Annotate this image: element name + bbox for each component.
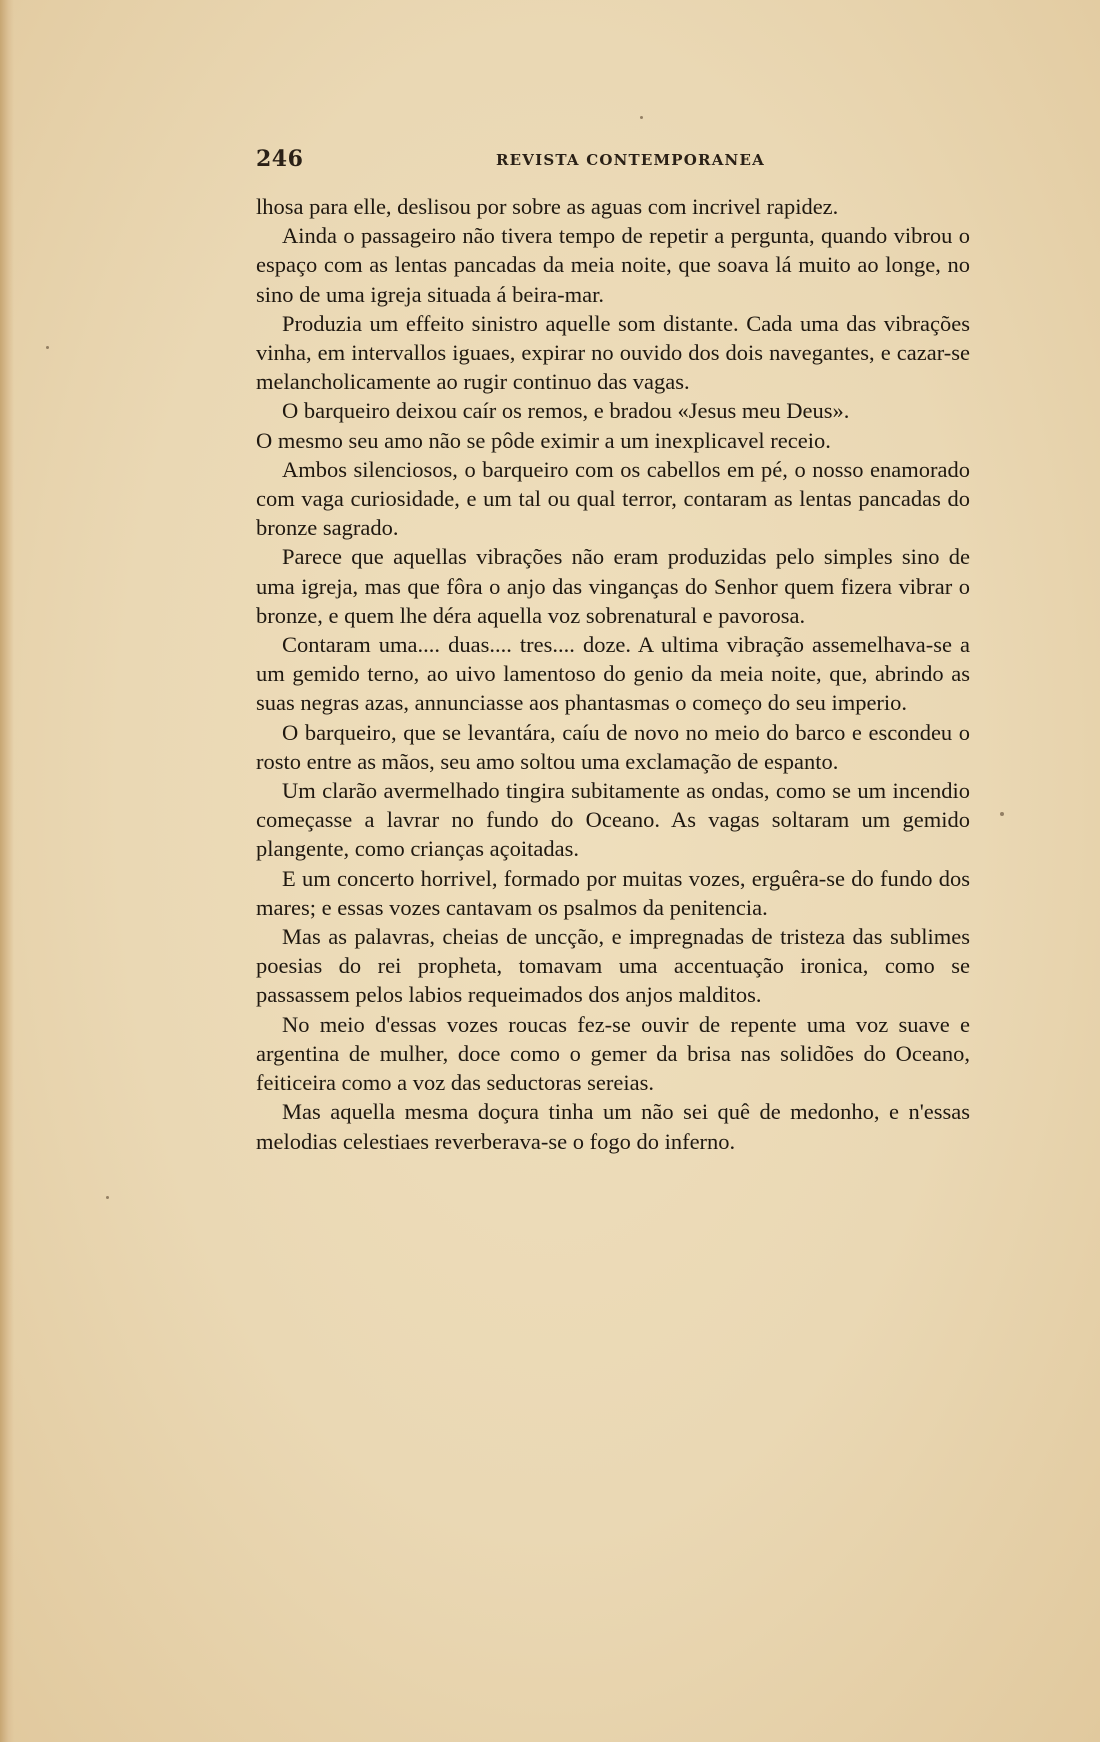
page-number: 246	[256, 146, 304, 172]
paragraph: lhosa para elle, deslisou por sobre as aguas com incrivel rapidez.	[256, 194, 839, 219]
body-text	[256, 192, 970, 1156]
paragraph: Mas as palavras, cheias de uncção, e impregnadas de tristeza das sublimes poesias do rei propheta, tomavam uma accentuação ironica, como se passassem pelos labios requeimados dos anjos malditos.	[256, 924, 970, 1008]
paragraph: Ainda o passageiro não tivera tempo de repetir a pergunta, quando vibrou o espaço com as lentas pancadas da meia noite, que soava lá muito ao longe, no sino de uma igreja situada á beira-mar.	[256, 223, 970, 307]
ink-speck	[1000, 812, 1004, 816]
paragraph: Um clarão avermelhado tingira subitamente as ondas, como se um incendio começasse a lavrar no fundo do Oceano. As vagas soltaram um gemido plangente, como crianças açoitadas.	[256, 778, 970, 862]
paragraph: No meio d'essas vozes roucas fez-se ouvir de repente uma voz suave e argentina de mulher, doce como o gemer da brisa nas solidões do Oceano, feiticeira como a voz das seductoras sereias.	[256, 1011, 970, 1096]
ink-speck	[640, 116, 643, 119]
paragraph: Ambos silenciosos, o barqueiro com os cabellos em pé, o nosso enamorado com vaga curiosidade, e um tal ou qual terror, contaram as lentas pancadas do bronze sagrado.	[256, 456, 970, 541]
ink-speck	[46, 346, 49, 349]
paragraph: Contaram uma.... duas.... tres.... doze. A ultima vibração assemelhava-se a um gemido terno, ao uivo lamentoso do genio da meia noite, que, abrindo as suas negras azas, annunciasse aos phantasmas o começo do seu imperio.	[256, 632, 970, 716]
paragraph: O barqueiro, que se levantára, caíu de novo no meio do barco e escondeu o rosto entre as mãos, seu amo soltou uma exclamação de espanto.	[256, 719, 970, 774]
paragraph: Mas aquella mesma doçura tinha um não sei quê de medonho, e n'essas melodias celestiaes reverberava-se o fogo do inferno.	[256, 1099, 970, 1154]
paragraph: O mesmo seu amo não se pôde eximir a um inexplicavel receio.	[256, 427, 831, 453]
running-title: REVISTA CONTEMPORANEA	[496, 151, 765, 169]
paragraph: E um concerto horrivel, formado por muitas vozes, erguêra-se do fundo dos mares; e essas vozes cantavam os psalmos da penitencia.	[256, 865, 970, 920]
paragraph: O barqueiro deixou caír os remos, e bradou «Jesus meu Deus».	[282, 398, 850, 424]
ink-speck	[106, 1196, 109, 1199]
page-header	[256, 146, 970, 174]
page-binding-edge	[0, 0, 14, 1742]
paragraph: Produzia um effeito sinistro aquelle som distante. Cada uma das vibrações vinha, em intervallos iguaes, expirar no ouvido dos dois navegantes, e cazar-se melancholicamente ao rugir continuo das vagas.	[256, 310, 970, 395]
paragraph: Parece que aquellas vibrações não eram produzidas pelo simples sino de uma igreja, mas que fôra o anjo das vinganças do Senhor quem fizera vibrar o bronze, e quem lhe déra aquella voz sobrenatural e pavorosa.	[256, 544, 970, 628]
